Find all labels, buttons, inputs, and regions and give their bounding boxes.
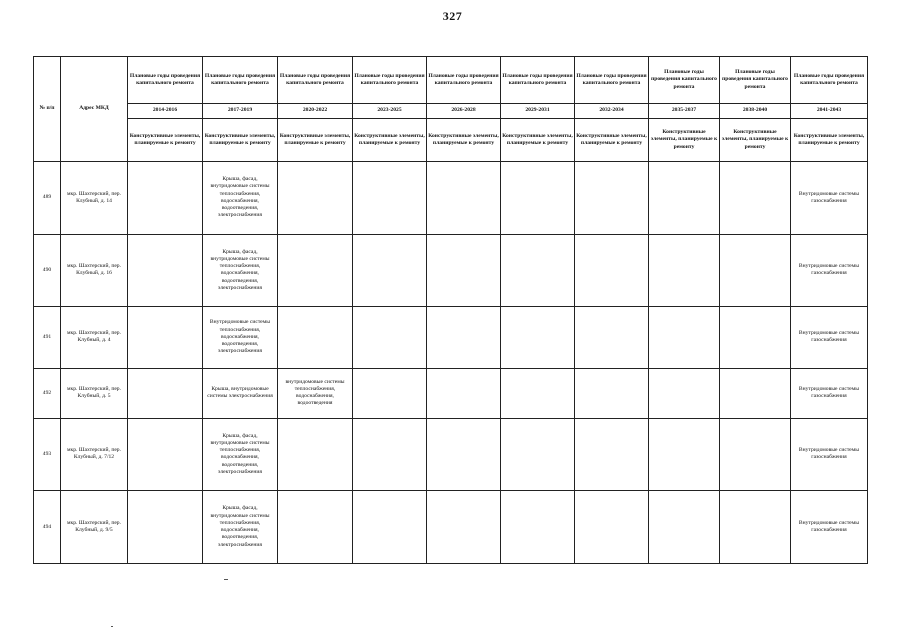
table-row <box>34 368 868 418</box>
row-cell: Внутридомовые системы газоснабжения <box>791 491 868 564</box>
header-elements: Конструктивные элементы, планируемые к ремонту <box>427 119 501 162</box>
row-cell <box>575 368 649 418</box>
row-cell: Крыша, фасад, внутридомовые системы теплоснабжения, водоснабжения, водоотведения, электроснабжения <box>203 418 278 491</box>
row-cell: Внутридомовые системы газоснабжения <box>791 234 868 307</box>
row-cell <box>427 162 501 235</box>
row-cell: Крыша, внутридомовые системы электроснабжения <box>203 368 278 418</box>
row-cell <box>649 234 720 307</box>
header-years: Плановые годы проведения капитального ремонта <box>427 57 501 104</box>
row-cell <box>278 491 353 564</box>
table-row <box>34 307 868 368</box>
row-cell <box>427 234 501 307</box>
header-row-years <box>34 57 868 104</box>
row-cell <box>501 491 575 564</box>
row-cell <box>353 418 427 491</box>
row-cell <box>575 162 649 235</box>
row-cell <box>720 491 791 564</box>
row-cell <box>353 491 427 564</box>
row-cell <box>720 234 791 307</box>
row-address: мкр. Шахтерский, пер. Клубный, д. 7/12 <box>61 418 128 491</box>
header-period: 2032-2034 <box>575 104 649 119</box>
header-years: Плановые годы проведения капитального ремонта <box>278 57 353 104</box>
table-row <box>34 234 868 307</box>
table-header <box>34 57 868 162</box>
row-number: 491 <box>34 307 61 368</box>
table-body <box>34 162 868 564</box>
row-cell: Внутридомовые системы газоснабжения <box>791 368 868 418</box>
scan-artifact <box>111 626 113 627</box>
row-cell <box>720 368 791 418</box>
header-years: Плановые годы проведения капитального ремонта <box>203 57 278 104</box>
row-number: 489 <box>34 162 61 235</box>
row-cell <box>649 491 720 564</box>
row-cell <box>128 162 203 235</box>
row-cell: Крыша, фасад, внутридомовые системы теплоснабжения, водоснабжения, водоотведения, электроснабжения <box>203 234 278 307</box>
row-cell <box>427 307 501 368</box>
header-elements: Конструктивные элементы, планируемые к ремонту <box>128 119 203 162</box>
table-row <box>34 162 868 235</box>
header-period: 2035-2037 <box>649 104 720 119</box>
row-cell <box>649 162 720 235</box>
page-number: 327 <box>442 9 463 23</box>
row-address: мкр. Шахтерский, пер. Клубный, д. 4 <box>61 307 128 368</box>
header-years: Плановые годы проведения капитального ремонта <box>649 57 720 104</box>
header-years: Плановые годы проведения капитального ремонта <box>791 57 868 104</box>
row-cell <box>128 234 203 307</box>
row-number: 490 <box>34 234 61 307</box>
header-elements: Конструктивные элементы, планируемые к ремонту <box>720 119 791 162</box>
header-num: № п/п <box>34 57 61 162</box>
row-cell <box>501 234 575 307</box>
row-cell: Крыша, фасад, внутридомовые системы теплоснабжения, водоснабжения, водоотведения, электроснабжения <box>203 491 278 564</box>
row-address: мкр. Шахтерский, пер. Клубный, д. 5 <box>61 368 128 418</box>
row-number: 494 <box>34 491 61 564</box>
row-address: мкр. Шахтерский, пер. Клубный, д. 16 <box>61 234 128 307</box>
header-elements: Конструктивные элементы, планируемые к ремонту <box>791 119 868 162</box>
table-row <box>34 418 868 491</box>
row-cell <box>128 307 203 368</box>
row-cell <box>427 368 501 418</box>
row-cell <box>649 368 720 418</box>
row-cell <box>278 307 353 368</box>
header-address: Адрес МКД <box>61 57 128 162</box>
header-period: 2026-2028 <box>427 104 501 119</box>
row-cell <box>128 491 203 564</box>
row-address: мкр. Шахтерский, пер. Клубный, д. 9/5 <box>61 491 128 564</box>
row-cell <box>278 162 353 235</box>
row-cell <box>278 234 353 307</box>
row-cell <box>353 307 427 368</box>
row-cell <box>720 162 791 235</box>
row-cell <box>720 307 791 368</box>
row-cell: Внутридомовые системы газоснабжения <box>791 162 868 235</box>
row-cell <box>128 368 203 418</box>
row-cell <box>649 418 720 491</box>
row-address: мкр. Шахтерский, пер. Клубный, д. 14 <box>61 162 128 235</box>
row-cell: внутридомовые системы теплоснабжения, водоснабжения, водоотведения <box>278 368 353 418</box>
row-cell <box>427 491 501 564</box>
header-period: 2017-2019 <box>203 104 278 119</box>
row-cell: Внутридомовые системы теплоснабжения, водоснабжения, водоотведения, электроснабжения <box>203 307 278 368</box>
header-period: 2041-2043 <box>791 104 868 119</box>
row-cell <box>501 162 575 235</box>
header-elements: Конструктивные элементы, планируемые к ремонту <box>278 119 353 162</box>
row-cell <box>353 368 427 418</box>
row-cell <box>353 234 427 307</box>
header-elements: Конструктивные элементы, планируемые к ремонту <box>575 119 649 162</box>
header-period: 2014-2016 <box>128 104 203 119</box>
header-elements: Конструктивные элементы, планируемые к ремонту <box>501 119 575 162</box>
row-cell <box>720 418 791 491</box>
header-period: 2023-2025 <box>353 104 427 119</box>
header-row-periods <box>34 104 868 119</box>
header-years: Плановые годы проведения капитального ремонта <box>501 57 575 104</box>
header-row-elements <box>34 119 868 162</box>
scan-artifact <box>224 579 228 580</box>
header-period: 2020-2022 <box>278 104 353 119</box>
header-elements: Конструктивные элементы, планируемые к ремонту <box>649 119 720 162</box>
row-cell <box>278 418 353 491</box>
row-cell <box>575 491 649 564</box>
capital-repair-table <box>33 56 868 564</box>
row-cell: Внутридомовые системы газоснабжения <box>791 307 868 368</box>
header-elements: Конструктивные элементы, планируемые к ремонту <box>203 119 278 162</box>
header-period: 2038-2040 <box>720 104 791 119</box>
row-cell <box>501 368 575 418</box>
row-cell <box>501 307 575 368</box>
header-years: Плановые годы проведения капитального ремонта <box>353 57 427 104</box>
header-elements: Конструктивные элементы, планируемые к ремонту <box>353 119 427 162</box>
row-cell <box>575 418 649 491</box>
row-number: 492 <box>34 368 61 418</box>
row-cell: Внутридомовые системы газоснабжения <box>791 418 868 491</box>
row-cell: Крыша, фасад, внутридомовые системы теплоснабжения, водоснабжения, водоотведения, электроснабжения <box>203 162 278 235</box>
row-cell <box>427 418 501 491</box>
row-cell <box>575 234 649 307</box>
header-years: Плановые годы проведения капитального ремонта <box>575 57 649 104</box>
header-period: 2029-2031 <box>501 104 575 119</box>
row-cell <box>649 307 720 368</box>
row-cell <box>501 418 575 491</box>
row-number: 493 <box>34 418 61 491</box>
row-cell <box>353 162 427 235</box>
header-years: Плановые годы проведения капитального ремонта <box>720 57 791 104</box>
row-cell <box>575 307 649 368</box>
table-row <box>34 491 868 564</box>
header-years: Плановые годы проведения капитального ремонта <box>128 57 203 104</box>
row-cell <box>128 418 203 491</box>
